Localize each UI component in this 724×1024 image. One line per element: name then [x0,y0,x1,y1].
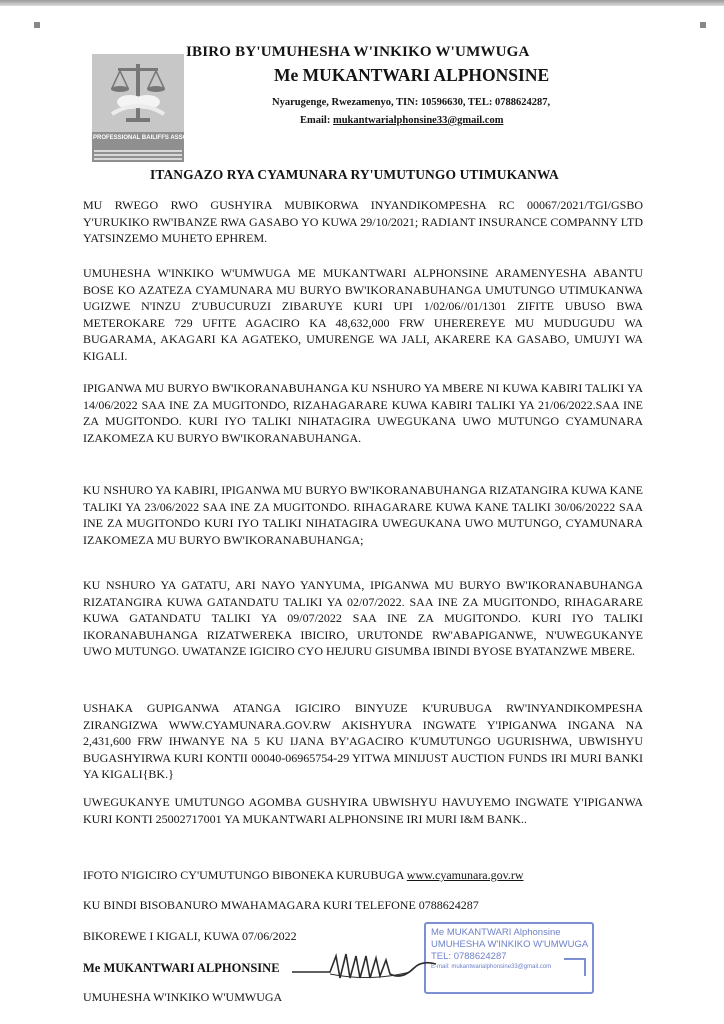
paragraph-5: KU NSHURO YA GATATU, ARI NAYO YANYUMA, IPIGANWA MU BURYO BW'IKORANABUHANGA RIZATANGIRA KUWA GATANDATU TALIKI YA 02/07/2022. SAA INE ZA MUGITONDO, RIHAGARARE KUWA GATANDATU TALIKI YA 09/07/2022 SAA INE ZA MUGITONDO. KURI IYO TALIKI IKORANABUHANGA RIZATWEREKA IBICIRO, URUTONDE RW'ABAPIGANWE, N'UWEGUKANYE UWO MUTUNGO. UWATANZE IGICIRO CYO HEJURU GISUMBA IBINDI BYOSE BYATANZWE MBERE. [83,578,643,659]
stamp-line-4: E-mail: mukantwarialphonsine33@gmail.com [431,964,552,970]
handwritten-signature [290,950,440,984]
paragraph-7: UWEGUKANYE UMUTUNGO AGOMBA GUSHYIRA UBWISHYU HAVUYEMO INGWATE Y'IPIGANWA KURI KONTI 25002717001 YA MUKANTWARI ALPHONSINE IRI MURI I&M BANK.. [83,795,643,826]
paragraph-4: KU NSHURO YA KABIRI, IPIGANWA MU BURYO BW'IKORANABUHANGA RIZATANGIRA KUWA KANE TALIKI YA 23/06/2022 SAA INE ZA MUGITONDO. RIHAGARARE KUWA KANE TALIKI 30/06/20222 SAA INE ZA MUGITONDO KURI IYO TALIKI NIHATAGIRA UWEGUKANA UWO MUTUNGO, CYAMUNARA IZAKOMEZA MU BURYO BW'IKORANABUHANGA; [83,483,643,547]
association-logo [92,54,212,162]
scan-mark [34,22,40,28]
logo-lines [94,148,182,160]
email-label: Email: [300,115,333,126]
photo-line [83,868,524,883]
scales-of-justice-icon [92,54,184,134]
info-line: KU BINDI BISOBANURO MWAHAMAGARA KURI TELEFONE 0788624287 [83,898,479,912]
paragraph-1: MU RWEGO RWO GUSHYIRA MUBIKORWA INYANDIKOMPESHA RC 00067/2021/TGI/GSBO Y'URUKIKO RW'IBANZE RWA GASABO YO KUWA 29/10/2021; RADIANT INSURANCE COMPANNY LTD YATSINZEMO MUHETO EPHREM. [83,198,643,246]
cyamunara-link[interactable]: www.cyamunara.gov.rw [406,868,524,882]
logo-text [92,132,212,162]
stamp-line-1: Me MUKANTWARI Alphonsine [431,927,561,938]
stamp-line-2: UMUHESHA W'INKIKO W'UMWUGA [431,939,589,950]
stamp-line-3: TEL: 0788624287 [431,951,507,962]
address-line: Nyarugenge, Rwezamenyo, TIN: 10596630, TEL: 0788624287, [272,97,551,108]
scan-mark [700,22,706,28]
email-address: mukantwarialphonsine33@gmail.com [332,115,504,126]
signatory-name: Me MUKANTWARI ALPHONSINE [83,961,280,975]
document-title: ITANGAZO RYA CYAMUNARA RY'UMUTUNGO UTIMUKANWA [150,167,559,182]
paragraph-2: UMUHESHA W'INKIKO W'UMWUGA ME MUKANTWARI ALPHONSINE ARAMENYESHA ABANTU BOSE KO AZATEZA CYAMUNARA MU BURYO BW'IKORANABUHANGA UMUTUNGO UTIMUKANWA UGIZWE N'INZU Z'UBUCURUZI ZIBARUYE KURI UPI 1/02/06//01/1301 ZIFITE UBUSO BWA METEROKARE 729 UFITE AGACIRO KA 48,632,000 FRW UHEREREYE MU MUDUGUDU WA BUGARAMA, AKAGARI KA AGATEKO, UMURENGE WA JALI, AKARERE KA GASABO, UMUJYI WA KIGALI. [83,266,643,363]
photo-line-text: IFOTO N'IGICIRO CY'UMUTUNGO BIBONEKA KURUBUGA [83,868,407,882]
paragraph-6: USHAKA GUPIGANWA ATANGA IGICIRO BINYUZE K'URUBUGA RW'INYANDIKOMPESHA ZIRANGIZWA WWW.CYAMUNARA.GOV.RW AKISHYURA INGWATE Y'IPIGANWA INGANA NA 2,431,600 FRW IHWANYE NA 5 KU IJANA BY'AGACIRO K'UMUTUNGO UGURISHWA, UBWISHYU BUGASHYIRWA KURI KONTII 00040-06965754-29 YITWA MINIJUST AUCTION FUNDS IRI MURI BANKI YA KIGALI{BK.} [83,701,643,782]
office-heading: IBIRO BY'UMUHESHA W'INKIKO W'UMWUGA [186,44,530,60]
logo-strip-text: PROFESSIONAL BAILIFFS ASSOCIATION [93,135,212,141]
stamp-corner [564,958,586,976]
bailiff-name-heading: Me MUKANTWARI ALPHONSINE [274,65,550,85]
official-stamp [424,922,594,994]
scan-edge [0,0,724,6]
paragraph-3: IPIGANWA MU BURYO BW'IKORANABUHANGA KU NSHURO YA MBERE NI KUWA KABIRI TALIKI YA 14/06/2022 SAA INE ZA MUGITONDO, RIZAHAGARARE KUWA KABIRI TALIKI YA 21/06/2022.SAA INE ZA MUGITONDO. KURI IYO TALIKI NIHATAGIRA UWEGUKANA UWO MUTUNGO CYAMUNARA IZAKOMEZA KU BURYO BW'IKORANABUHANGA. [83,381,643,445]
date-line: BIKOREWE I KIGALI, KUWA 07/06/2022 [83,929,297,943]
signatory-title: UMUHESHA W'INKIKO W'UMWUGA [83,990,283,1004]
email-line [300,115,503,126]
